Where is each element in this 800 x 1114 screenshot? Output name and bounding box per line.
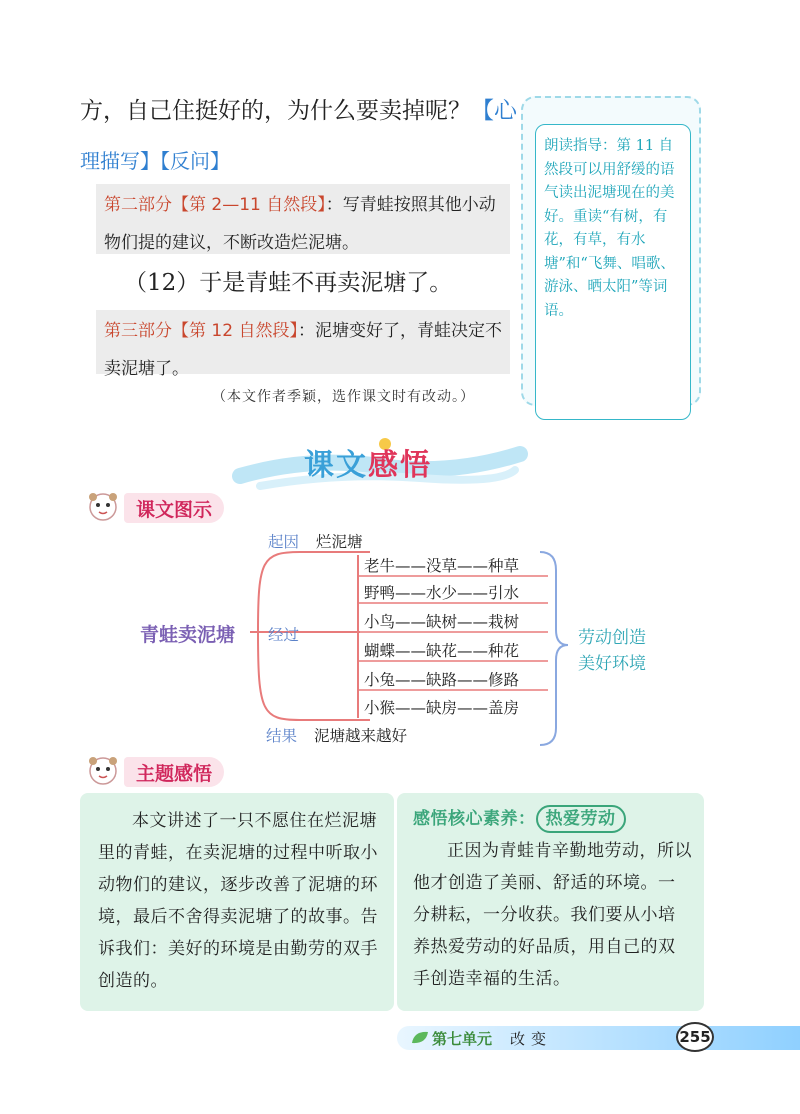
mindmap-cause-label: 起因	[268, 533, 300, 551]
mindmap-step: 小兔——缺路——修路	[364, 671, 520, 689]
core-literacy-title	[413, 803, 692, 835]
mindmap-result-text: 泥塘越来越好	[314, 727, 408, 745]
part3-text: ：泥塘变好了，青蛙决定不卖泥塘了。	[104, 321, 502, 379]
footer-chapter: 改变	[510, 1030, 553, 1048]
mindmap-step: 老牛——没草——种草	[364, 557, 520, 575]
part3-summary-box	[96, 310, 510, 379]
mascot-icon	[84, 489, 122, 527]
section-title-theme: 主题感悟	[124, 757, 224, 787]
passage-line-1	[80, 92, 517, 125]
leaf-icon	[410, 1029, 430, 1047]
mindmap-summary-line2: 美好环境	[578, 654, 646, 674]
mindmap-step: 小鸟——缺树——栽树	[364, 613, 520, 631]
source-note: （本文作者季颖，选作课文时有改动。）	[212, 389, 475, 405]
section-header-diagram	[84, 491, 224, 525]
mindmap-result-label: 结果	[266, 727, 298, 745]
page-number: 255	[676, 1022, 714, 1052]
mindmap-step: 野鸭——水少——引水	[364, 584, 520, 602]
core-literacy-box	[397, 793, 704, 1011]
core-literacy-value: 热爱劳动	[536, 805, 626, 833]
mindmap-process-label: 经过	[268, 626, 300, 644]
core-literacy-label: 感悟核心素养：	[413, 809, 536, 829]
part2-summary-box	[96, 184, 510, 254]
paragraph-12: （12）于是青蛙不再卖泥塘了。	[124, 270, 453, 296]
part2-label: 第二部分【第 2—11 自然段】	[104, 195, 326, 215]
banner-title-part1: 课文	[304, 448, 368, 483]
part3-label: 第三部分【第 12 自然段】	[104, 321, 298, 341]
passage-line-1-text: 方，自己住挺好的，为什么要卖掉呢？	[80, 98, 471, 124]
part2-text: ：写青蛙按照其他小动物们提的建议，不断改造烂泥塘。	[104, 195, 496, 253]
mindmap-step: 小猴——缺房——盖房	[364, 699, 520, 717]
annotation-tag-end: 理描写】【反问】	[80, 149, 230, 173]
footer-unit: 第七单元	[432, 1030, 493, 1048]
banner-title	[304, 440, 432, 484]
mindmap-step: 蝴蝶——缺花——种花	[364, 642, 520, 660]
banner-title-part2: 感悟	[368, 448, 432, 483]
annotation-tag-start: 【心	[471, 98, 517, 124]
mindmap-root: 青蛙卖泥塘	[140, 624, 236, 646]
mindmap-summary	[578, 625, 646, 677]
mindmap-summary-line1: 劳动创造	[578, 628, 646, 648]
core-literacy-text: 正因为青蛙肯辛勤地劳动，所以他才创造了美丽、舒适的环境。一分耕耘，一分收获。我们要从小培养热爱劳动的好品质，用自己的双手创造幸福的生活。	[413, 841, 692, 989]
reading-guide-text: 朗读指导：第 11 自然段可以用舒缓的语气读出泥塘现在的美好。重读“有树，有花，有草，有水塘”和“飞舞、唱歌、游泳、晒太阳”等词语。	[535, 124, 691, 420]
reading-guide-frame	[521, 96, 701, 406]
mascot-icon	[84, 753, 122, 791]
mindmap-cause-text: 烂泥塘	[316, 533, 363, 551]
theme-summary-box: 本文讲述了一只不愿住在烂泥塘里的青蛙，在卖泥塘的过程中听取小动物们的建议，逐步改善了泥塘的环境，最后不舍得卖泥塘了的故事。告诉我们：美好的环境是由勤劳的双手创造的。	[80, 793, 394, 1011]
section-title-diagram: 课文图示	[124, 493, 224, 523]
section-header-theme	[84, 755, 224, 789]
